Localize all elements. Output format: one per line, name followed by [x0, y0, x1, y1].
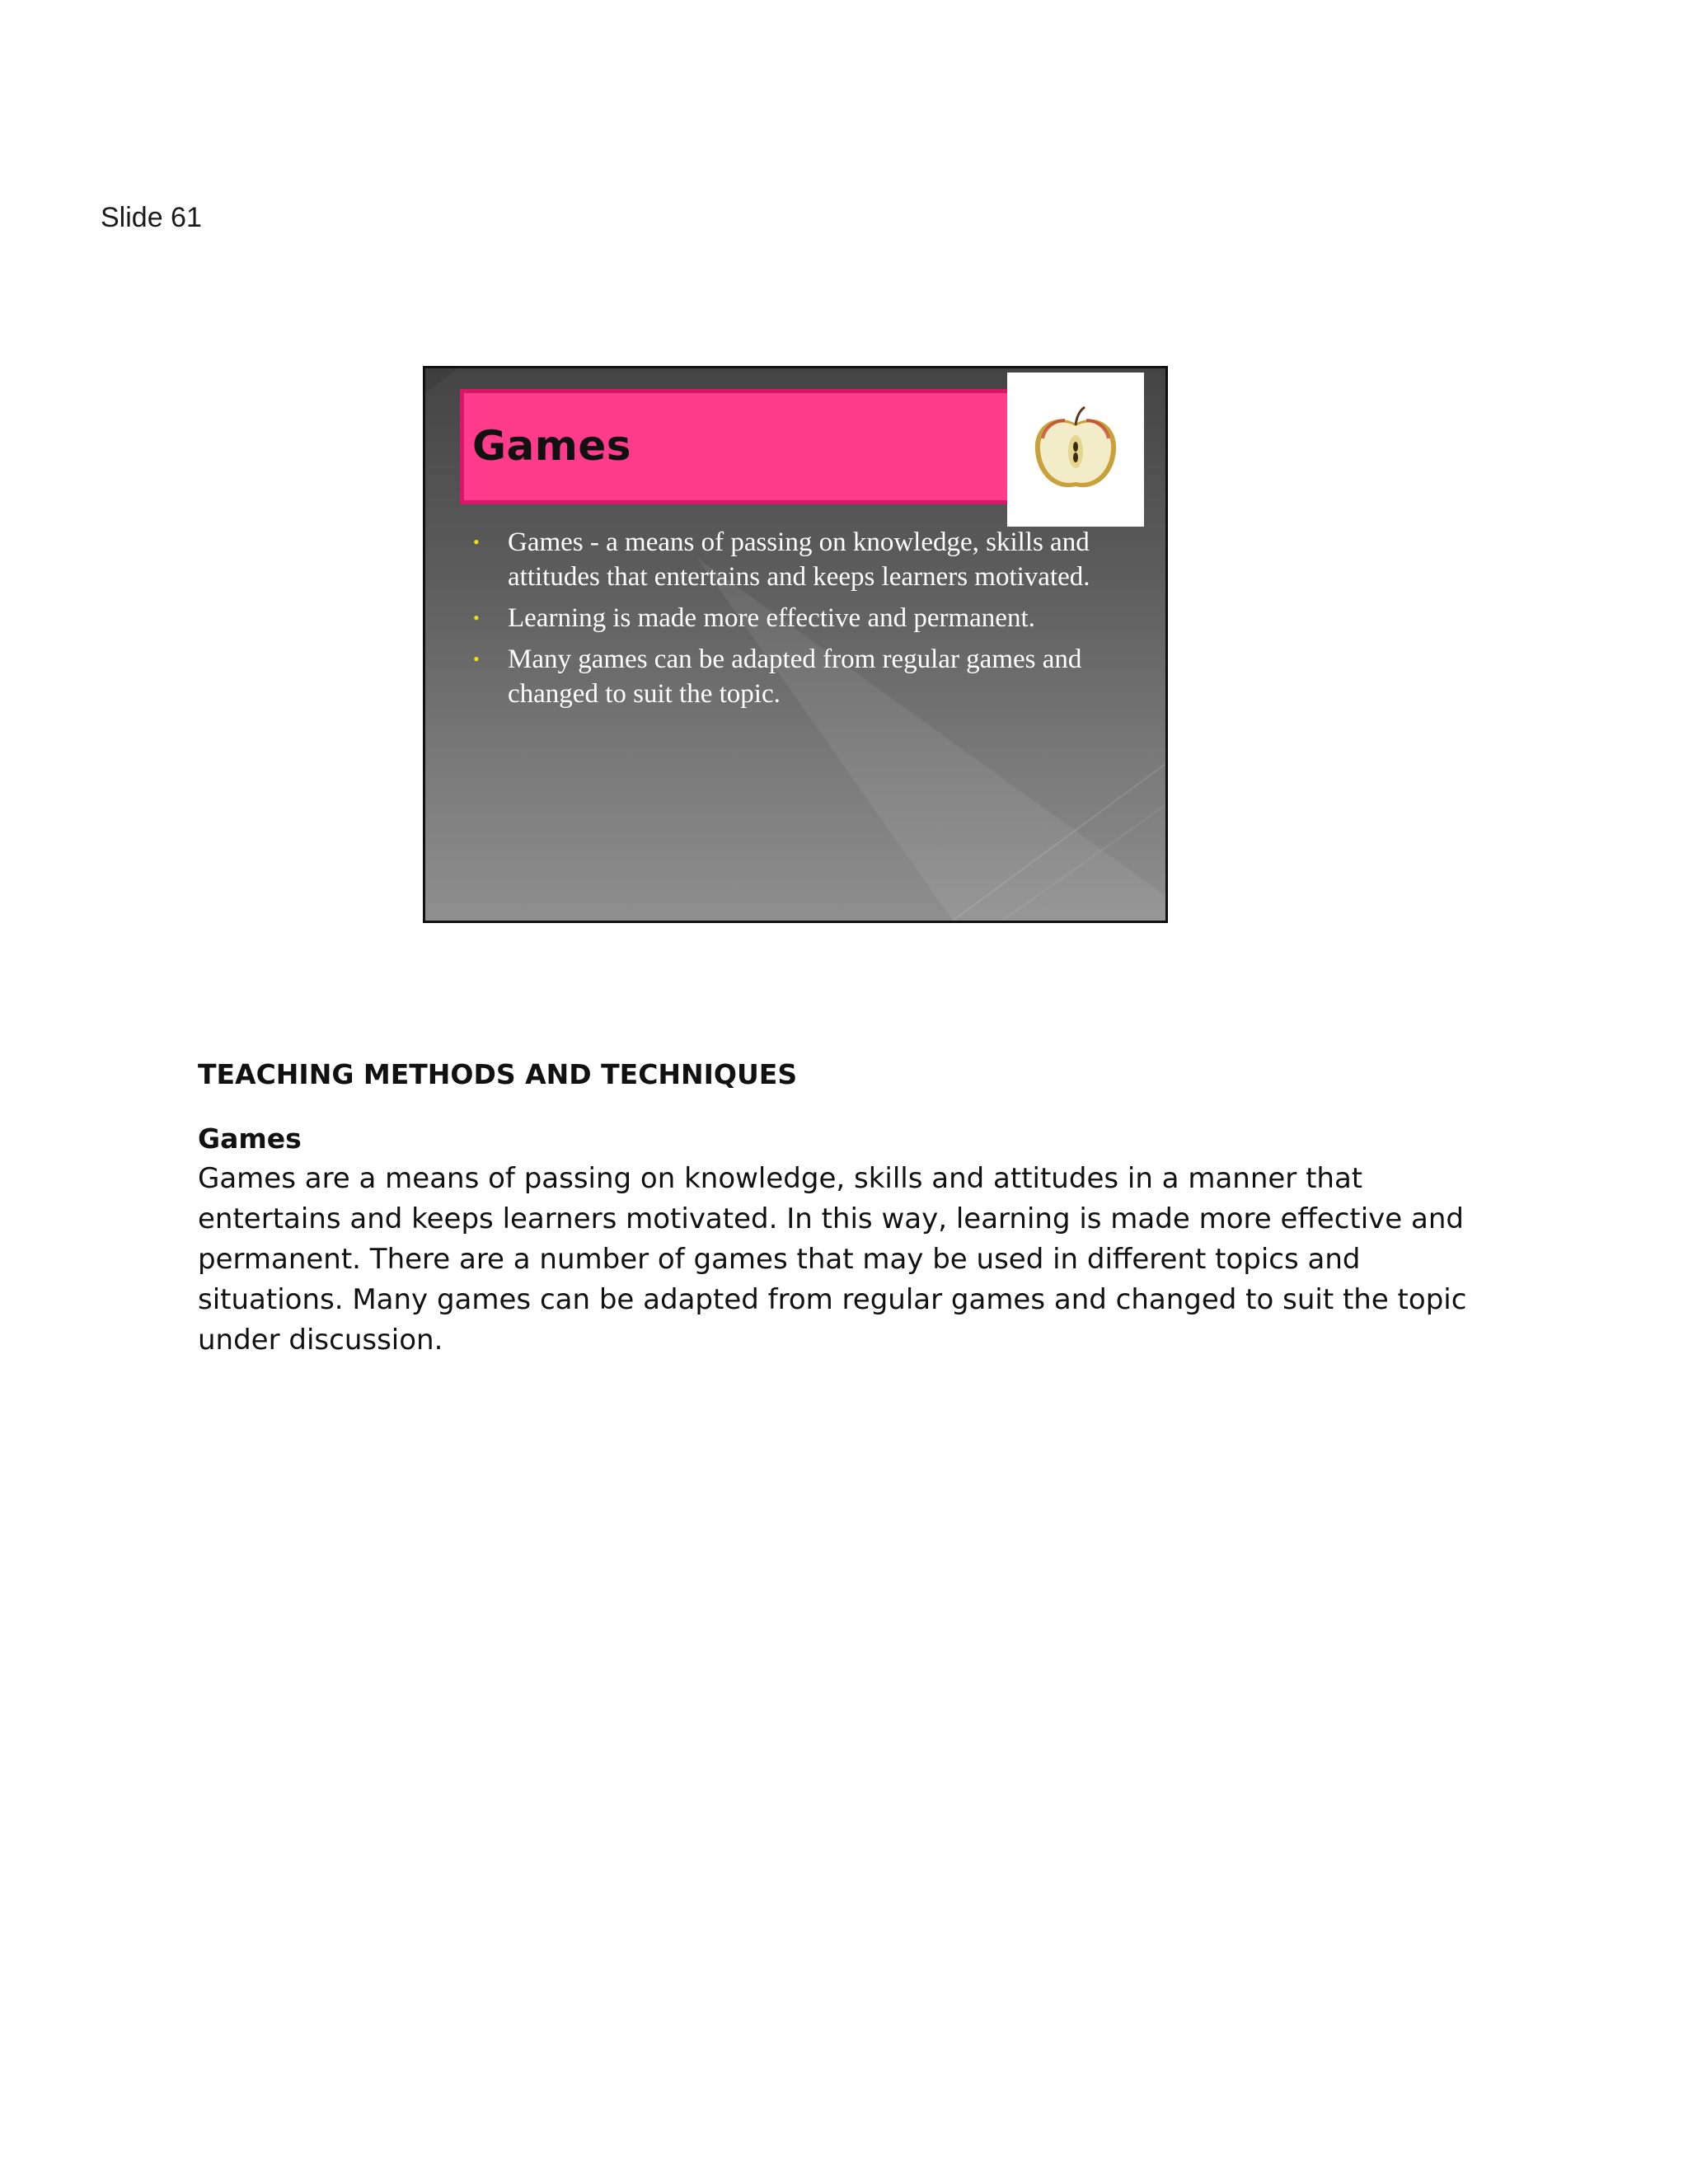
slide-bullet-text: Learning is made more effective and permanent.: [508, 603, 1035, 633]
slide-bullet-text: Many games can be adapted from regular games and changed to suit the topic.: [508, 644, 1082, 709]
slide-bullet-text: Games - a means of passing on knowledge, skills and attitudes that entertains and keeps learners motivated.: [508, 527, 1090, 592]
slide-number-label: Slide 61: [101, 202, 202, 233]
bullet-dot-icon: •: [473, 649, 480, 669]
speaker-notes: [198, 1055, 1517, 1361]
slide-bullet-item: [473, 642, 1124, 711]
notes-heading: TEACHING METHODS AND TECHNIQUES: [198, 1058, 798, 1090]
slide-thumbnail: [423, 366, 1168, 923]
slide-bullet-list: [473, 525, 1124, 718]
bullet-dot-icon: •: [473, 532, 480, 552]
bullet-dot-icon: •: [473, 607, 480, 628]
slide-title: Games: [472, 422, 632, 470]
notes-paragraph: Games are a means of passing on knowledge, skills and attitudes in a manner that entertains and keeps learners motivated. In this way, learning is made more effective and permanent. There are a number of games that may be used in different topics and situations. Many games can be adapted from regular games and changed to suit the topic under discussion.: [198, 1162, 1467, 1357]
apple-half-icon: [1030, 405, 1121, 496]
slide-bullet-item: [473, 525, 1124, 594]
slide-title-bar: [460, 389, 1029, 504]
notes-subheading: Games: [198, 1122, 302, 1155]
apple-image: [1007, 373, 1144, 527]
slide-bullet-item: [473, 601, 1124, 635]
